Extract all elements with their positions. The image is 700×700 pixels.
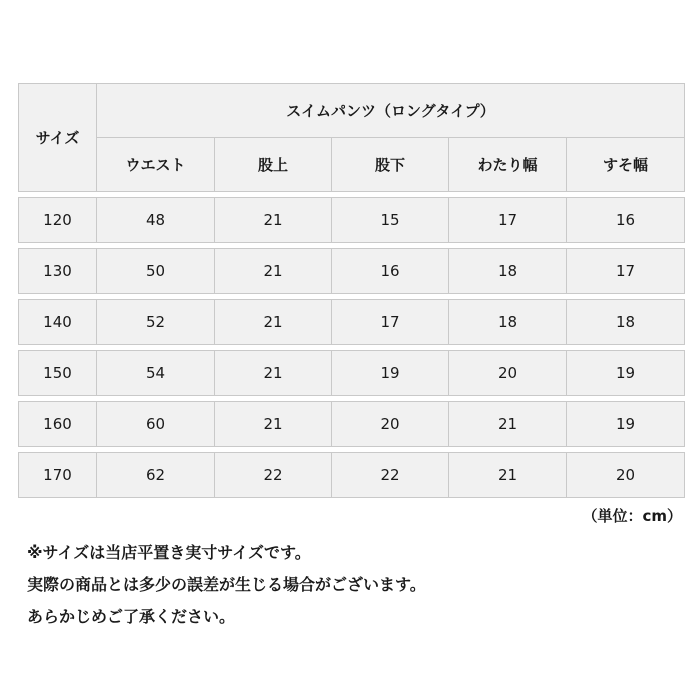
value-cell: 16 bbox=[567, 198, 685, 243]
value-cell: 54 bbox=[97, 351, 215, 396]
table-row bbox=[19, 351, 685, 396]
value-cell: 17 bbox=[449, 198, 567, 243]
value-cell: 62 bbox=[97, 453, 215, 498]
group-header: スイムパンツ（ロングタイプ） bbox=[97, 84, 685, 138]
value-cell: 21 bbox=[215, 402, 332, 447]
size-cell: 120 bbox=[19, 198, 97, 243]
column-header-waist: ウエスト bbox=[97, 138, 215, 192]
value-cell: 18 bbox=[567, 300, 685, 345]
column-header-inseam: 股下 bbox=[332, 138, 449, 192]
size-cell: 140 bbox=[19, 300, 97, 345]
note-line: あらかじめご了承ください。 bbox=[27, 607, 236, 626]
size-header: サイズ bbox=[19, 84, 97, 192]
size-cell: 130 bbox=[19, 249, 97, 294]
value-cell: 50 bbox=[97, 249, 215, 294]
size-cell: 170 bbox=[19, 453, 97, 498]
value-cell: 18 bbox=[449, 300, 567, 345]
value-cell: 17 bbox=[567, 249, 685, 294]
size-cell: 150 bbox=[19, 351, 97, 396]
value-cell: 19 bbox=[567, 351, 685, 396]
unit-note: （単位：cm） bbox=[582, 507, 682, 525]
value-cell: 20 bbox=[449, 351, 567, 396]
table-row bbox=[19, 249, 685, 294]
value-cell: 60 bbox=[97, 402, 215, 447]
value-cell: 21 bbox=[449, 453, 567, 498]
value-cell: 20 bbox=[567, 453, 685, 498]
value-cell: 21 bbox=[215, 249, 332, 294]
value-cell: 22 bbox=[215, 453, 332, 498]
value-cell: 21 bbox=[215, 351, 332, 396]
value-cell: 15 bbox=[332, 198, 449, 243]
column-header-rise: 股上 bbox=[215, 138, 332, 192]
value-cell: 20 bbox=[332, 402, 449, 447]
value-cell: 17 bbox=[332, 300, 449, 345]
table-row bbox=[19, 453, 685, 498]
value-cell: 52 bbox=[97, 300, 215, 345]
notes-block bbox=[27, 537, 426, 633]
column-header-hem-width: すそ幅 bbox=[567, 138, 685, 192]
value-cell: 18 bbox=[449, 249, 567, 294]
value-cell: 19 bbox=[567, 402, 685, 447]
table-row bbox=[19, 198, 685, 243]
value-cell: 22 bbox=[332, 453, 449, 498]
value-cell: 16 bbox=[332, 249, 449, 294]
size-chart-table bbox=[18, 83, 685, 498]
value-cell: 21 bbox=[215, 198, 332, 243]
table-row bbox=[19, 300, 685, 345]
column-header-thigh-width: わたり幅 bbox=[449, 138, 567, 192]
value-cell: 21 bbox=[215, 300, 332, 345]
size-cell: 160 bbox=[19, 402, 97, 447]
note-line: ※サイズは当店平置き実寸サイズです。 bbox=[27, 543, 311, 562]
value-cell: 48 bbox=[97, 198, 215, 243]
value-cell: 21 bbox=[449, 402, 567, 447]
value-cell: 19 bbox=[332, 351, 449, 396]
table-row bbox=[19, 402, 685, 447]
note-line: 実際の商品とは多少の誤差が生じる場合がございます。 bbox=[27, 575, 426, 594]
